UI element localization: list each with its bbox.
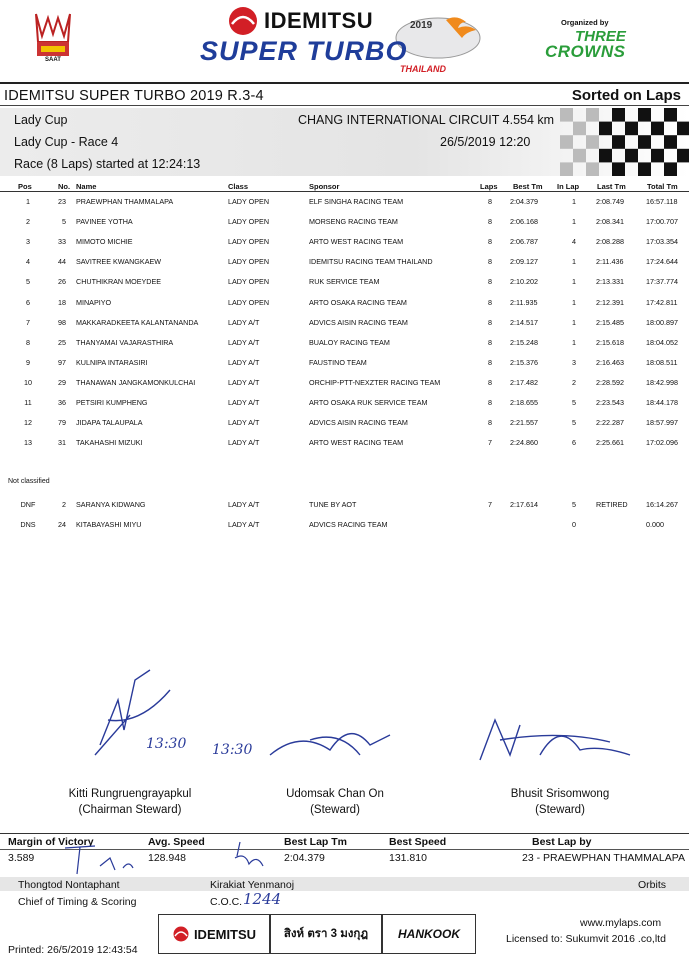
license: Licensed to: Sukumvit 2016 .co,ltd [506, 933, 666, 945]
cell-sponsor: ORCHIP-PTT-NEXZTER RACING TEAM [309, 377, 441, 387]
margin-of-victory-label: Margin of Victory [8, 836, 94, 848]
cell-name: KITABAYASHI MIYU [76, 519, 142, 529]
cell-sponsor: ADVICS RACING TEAM [309, 519, 388, 529]
cell-laps: 8 [488, 337, 492, 347]
table-row [0, 398, 689, 410]
cell-name: KULNIPA INTARASIRI [76, 357, 148, 367]
cell-pos: 10 [24, 377, 32, 387]
cell-total: 18:08.511 [646, 357, 678, 367]
column-header-divider [0, 191, 689, 192]
cell-no: 98 [58, 317, 66, 327]
cell-last: 2:12.391 [596, 297, 624, 307]
steward-3-name: Bhusit Srisomwong [510, 788, 610, 800]
cell-best: 2:15.376 [510, 357, 538, 367]
cell-total: 16:57.118 [646, 197, 678, 206]
col-pos: Pos [18, 182, 32, 191]
cell-sponsor: RUK SERVICE TEAM [309, 277, 380, 287]
table-row [0, 217, 689, 229]
cell-best: 2:17.614 [510, 500, 538, 509]
col-sponsor: Sponsor [309, 182, 340, 191]
table-row [0, 318, 689, 330]
cell-total: 17:03.354 [646, 237, 678, 247]
checker-square [586, 108, 599, 122]
checkered-flag-pattern [560, 108, 689, 176]
cell-best: 2:06.168 [510, 217, 538, 227]
steward-2-name: Udomsak Chan On [286, 788, 384, 800]
cell-laps: 8 [488, 257, 492, 267]
signature-2 [270, 734, 390, 755]
cell-laps: 8 [488, 237, 492, 247]
cell-inlap: 5 [572, 418, 576, 428]
checker-square [573, 149, 586, 163]
cell-cls: LADY A/T [228, 317, 260, 327]
cell-total: 18:44.178 [646, 398, 678, 407]
cell-no: 2 [62, 500, 66, 509]
table-row [0, 237, 689, 249]
sponsor-idemitsu-box [158, 914, 270, 954]
cell-last: 2:08.288 [596, 237, 624, 247]
cell-name: CHUTHIKRAN MOEYDEE [76, 277, 162, 287]
timing-chief-role: Chief of Timing & Scoring [18, 896, 137, 908]
cell-no: 24 [58, 519, 66, 529]
cell-total: 17:42.811 [646, 297, 678, 307]
cell-inlap: 1 [572, 337, 576, 347]
coc-label: C.O.C. [210, 896, 243, 908]
cell-no: 31 [58, 438, 66, 448]
table-row [0, 378, 689, 390]
cell-inlap: 1 [572, 197, 576, 206]
cell-inlap: 1 [572, 277, 576, 287]
cell-cls: LADY OPEN [228, 237, 270, 247]
checker-square [625, 149, 638, 163]
printed-time: Printed: 26/5/2019 12:43:54 [8, 944, 138, 956]
cell-no: 44 [58, 257, 66, 267]
cell-best: 2:21.557 [510, 418, 538, 428]
cell-cls: LADY A/T [228, 357, 260, 367]
cell-sponsor: ARTO OSAKA RUK SERVICE TEAM [309, 398, 428, 407]
cell-total: 17:37.774 [646, 277, 678, 287]
cell-pos: 4 [26, 257, 30, 267]
cell-pos: 7 [26, 317, 30, 327]
cell-inlap: 4 [572, 237, 576, 247]
checker-square [612, 135, 625, 149]
cell-cls: LADY A/T [228, 418, 260, 428]
cell-pos: 11 [24, 398, 32, 407]
cell-best: 2:24.860 [510, 438, 538, 448]
cell-last: RETIRED [596, 500, 628, 509]
summary-handwriting [55, 838, 285, 878]
coc-name: Kirakiat Yenmanoj [210, 879, 295, 891]
cell-last: 2:16.463 [596, 357, 624, 367]
cell-no: 26 [58, 277, 66, 287]
cell-no: 29 [58, 377, 66, 387]
col-class: Class [228, 182, 249, 191]
cell-inlap: 0 [572, 519, 576, 529]
cell-pos: 5 [26, 277, 30, 287]
cell-sponsor: ADVICS AISIN RACING TEAM [309, 418, 408, 428]
table-row [0, 338, 689, 350]
cell-last: 2:08.749 [596, 197, 624, 206]
best-lap-tm-value: 2:04.379 [284, 852, 325, 864]
cell-inlap: 3 [572, 357, 576, 367]
col-no: No. [58, 182, 71, 191]
col-laps: Laps [480, 182, 498, 191]
cell-cls: LADY A/T [228, 377, 260, 387]
cell-name: THANAWAN JANGKAMONKULCHAI [76, 377, 196, 387]
cell-sponsor: FAUSTINO TEAM [309, 357, 367, 367]
cell-total: 0.000 [646, 519, 664, 529]
sponsor-three-crowns-text: สิงห์ ตรา 3 มงกุฎ [283, 928, 369, 940]
idemitsu-super-turbo-logo [198, 4, 498, 76]
class-name: Lady Cup [14, 113, 68, 127]
cell-laps: 7 [488, 500, 492, 509]
steward-3-role: (Steward) [535, 804, 585, 816]
cell-sponsor: ARTO WEST RACING TEAM [309, 237, 404, 247]
checker-square [599, 122, 612, 136]
cell-cls: LADY OPEN [228, 217, 270, 227]
sponsor-hankook-box [382, 914, 476, 954]
table-row [0, 277, 689, 289]
table-row [0, 257, 689, 269]
cell-inlap: 1 [572, 217, 576, 227]
avg-speed-label: Avg. Speed [148, 836, 205, 848]
cell-best: 2:11.935 [510, 297, 538, 307]
logo-idemitsu-text: IDEMITSU [264, 8, 374, 33]
cell-name: SAVITREE KWANGKAEW [76, 257, 162, 267]
cell-laps: 8 [488, 217, 492, 227]
cell-best: 2:09.127 [510, 257, 538, 267]
cell-laps: 8 [488, 297, 492, 307]
table-row [0, 438, 689, 450]
signature-3 [480, 720, 630, 760]
race-name: Lady Cup - Race 4 [14, 135, 119, 149]
event-title: IDEMITSU SUPER TURBO 2019 R.3-4 [4, 88, 264, 104]
best-lap-tm-label: Best Lap Tm [284, 836, 348, 848]
checker-square [612, 162, 625, 176]
col-best-tm: Best Tm [513, 182, 543, 191]
checker-square [677, 122, 689, 136]
table-row [0, 520, 689, 532]
cell-best: 2:04.379 [510, 197, 538, 206]
cell-name: PAVINEE YOTHA [76, 217, 133, 227]
cell-best: 2:18.655 [510, 398, 538, 407]
sponsor-three-crowns-box [270, 914, 382, 954]
cell-last: 2:15.485 [596, 317, 624, 327]
cell-cls: LADY OPEN [228, 277, 270, 287]
cell-no: 36 [58, 398, 66, 407]
checker-square [560, 135, 573, 149]
cell-pos: 13 [24, 438, 32, 448]
cell-no: 33 [58, 237, 66, 247]
cell-last: 2:15.618 [596, 337, 624, 347]
cell-last: 2:11.436 [596, 257, 624, 267]
chairman-steward-role: (Chairman Steward) [78, 804, 182, 816]
signature-2-time: 13:30 [212, 742, 253, 758]
cell-sponsor: IDEMITSU RACING TEAM THAILAND [309, 257, 433, 267]
race-date: 26/5/2019 12:20 [440, 135, 531, 149]
chairman-steward-name: Kitti Rungruengrayapkul [68, 788, 192, 800]
cell-name: SARANYA KIDWANG [76, 500, 146, 509]
cell-last: 2:22.287 [596, 418, 624, 428]
table-row [0, 500, 689, 512]
col-in-lap: In Lap [557, 182, 580, 191]
cell-total: 17:24.644 [646, 257, 678, 267]
cell-laps: 8 [488, 197, 492, 206]
cell-pos: DNS [20, 519, 36, 529]
cell-name: MINAPIYO [76, 297, 112, 307]
cell-laps: 8 [488, 357, 492, 367]
cell-laps: 8 [488, 398, 492, 407]
checker-square [664, 162, 677, 176]
sponsor-hankook-text: HANKOOK [398, 927, 460, 941]
best-lap-by-label: Best Lap by [532, 836, 592, 848]
cell-cls: LADY OPEN [228, 197, 270, 206]
checker-square [664, 108, 677, 122]
saat-logo [28, 8, 78, 66]
cell-cls: LADY A/T [228, 500, 260, 509]
checker-square [638, 135, 651, 149]
col-name: Name [76, 182, 97, 191]
best-speed-label: Best Speed [389, 836, 447, 848]
cell-cls: LADY OPEN [228, 297, 270, 307]
cell-cls: LADY A/T [228, 398, 260, 407]
cell-pos: 12 [24, 418, 32, 428]
cell-pos: 8 [26, 337, 30, 347]
organized-by-label: Organized by [561, 18, 609, 27]
cell-total: 18:00.897 [646, 317, 678, 327]
signature-1-time: 13:30 [146, 736, 187, 752]
logo-thailand-text: THAILAND [400, 64, 446, 74]
cell-name: MIMOTO MICHIE [76, 237, 133, 247]
cell-last: 2:08.341 [596, 217, 624, 227]
cell-pos: 1 [26, 197, 30, 206]
cell-no: 23 [58, 197, 66, 206]
checker-square [573, 122, 586, 136]
not-classified-label: Not classified [8, 478, 50, 485]
cell-cls: LADY A/T [228, 519, 260, 529]
website: www.mylaps.com [580, 917, 662, 929]
cell-sponsor: BUALOY RACING TEAM [309, 337, 390, 347]
cell-last: 2:25.661 [596, 438, 624, 448]
cell-last: 2:28.592 [596, 377, 624, 387]
cell-no: 79 [58, 418, 66, 428]
checker-square [638, 162, 651, 176]
checker-square [638, 108, 651, 122]
cell-inlap: 6 [572, 438, 576, 448]
checker-square [586, 162, 599, 176]
race-start-info: Race (8 Laps) started at 12:24:13 [14, 157, 201, 171]
cell-laps: 8 [488, 377, 492, 387]
cell-total: 18:42.998 [646, 377, 678, 387]
cell-inlap: 1 [572, 257, 576, 267]
table-row [0, 197, 689, 209]
checker-square [677, 149, 689, 163]
cell-best: 2:14.517 [510, 317, 538, 327]
cell-no: 97 [58, 357, 66, 367]
col-last-tm: Last Tm [597, 182, 626, 191]
cell-sponsor: ARTO OSAKA RACING TEAM [309, 297, 407, 307]
cell-total: 18:04.052 [646, 337, 678, 347]
steward-2-role: (Steward) [310, 804, 360, 816]
cell-name: MAKKARADKEETA KALANTANANDA [76, 317, 199, 327]
cell-best: 2:10.202 [510, 277, 538, 287]
cell-name: PRAEWPHAN THAMMALAPA [76, 197, 174, 206]
checker-square [664, 135, 677, 149]
col-total-tm: Total Tm [647, 182, 678, 191]
cell-pos: 6 [26, 297, 30, 307]
checker-square [625, 122, 638, 136]
cell-last: 2:13.331 [596, 277, 624, 287]
logo-year: 2019 [410, 20, 433, 31]
organizer-line1: THREE [575, 28, 626, 45]
cell-inlap: 5 [572, 398, 576, 407]
table-row [0, 418, 689, 430]
checker-square [651, 122, 664, 136]
cell-cls: LADY A/T [228, 438, 260, 448]
cell-pos: 9 [26, 357, 30, 367]
organizer-line2: CROWNS [545, 42, 626, 61]
cell-laps: 8 [488, 418, 492, 428]
three-crowns-logo [545, 18, 665, 62]
cell-inlap: 2 [572, 377, 576, 387]
saat-logo-text: SAAT [45, 57, 61, 63]
summary-divider [0, 833, 689, 834]
cell-laps: 7 [488, 438, 492, 448]
cell-cls: LADY A/T [228, 337, 260, 347]
cell-total: 17:00.707 [646, 217, 678, 227]
coc-number: 1244 [243, 890, 282, 908]
checker-square [651, 149, 664, 163]
checker-square [560, 162, 573, 176]
cell-inlap: 1 [572, 297, 576, 307]
cell-name: JIDAPA TALAUPALA [76, 418, 143, 428]
title-divider [0, 105, 689, 106]
cell-total: 16:14.267 [646, 500, 678, 509]
cell-sponsor: ADVICS AISIN RACING TEAM [309, 317, 408, 327]
cell-sponsor: TUNE BY AOT [309, 500, 357, 509]
cell-pos: DNF [20, 500, 36, 509]
cell-inlap: 1 [572, 317, 576, 327]
logo-super-turbo-text: SUPER TURBO [200, 36, 408, 66]
cell-best: 2:17.482 [510, 377, 538, 387]
margin-of-victory-value: 3.589 [8, 852, 35, 864]
cell-name: THANYAMAI VAJARASTHIRA [76, 337, 174, 347]
cell-no: 5 [62, 217, 66, 227]
cell-total: 17:02.096 [646, 438, 678, 448]
cell-best: 2:06.787 [510, 237, 538, 247]
cell-pos: 3 [26, 237, 30, 247]
timing-chief-name: Thongtod Nontaphant [18, 879, 120, 891]
cell-total: 18:57.997 [646, 418, 678, 428]
best-lap-by-value: 23 - PRAEWPHAN THAMMALAPA [522, 852, 685, 864]
cell-no: 25 [58, 337, 66, 347]
cell-laps: 8 [488, 317, 492, 327]
cell-cls: LADY OPEN [228, 257, 270, 267]
cell-sponsor: ARTO WEST RACING TEAM [309, 438, 404, 448]
checker-square [586, 135, 599, 149]
cell-name: PETSIRI KUMPHENG [76, 398, 148, 407]
sponsor-idemitsu-text: IDEMITSU [193, 926, 257, 942]
table-row [0, 298, 689, 310]
cell-sponsor: MORSENG RACING TEAM [309, 217, 398, 227]
cell-name: TAKAHASHI MIZUKI [76, 438, 143, 448]
cell-pos: 2 [26, 217, 30, 227]
cell-last: 2:23.543 [596, 398, 624, 407]
cell-no: 18 [58, 297, 66, 307]
signature-scribbles [0, 660, 689, 780]
avg-speed-value: 128.948 [148, 852, 186, 864]
checker-square [612, 108, 625, 122]
orbits-label: Orbits [638, 879, 667, 891]
checker-square [560, 108, 573, 122]
cell-inlap: 5 [572, 500, 576, 509]
cell-best: 2:15.248 [510, 337, 538, 347]
best-speed-value: 131.810 [389, 852, 427, 864]
circuit-name: CHANG INTERNATIONAL CIRCUIT 4.554 km [298, 113, 555, 127]
cell-sponsor: ELF SINGHA RACING TEAM [309, 197, 404, 206]
idemitsu-mark-icon [172, 926, 190, 942]
header-divider [0, 82, 689, 84]
checker-square [599, 149, 612, 163]
sort-label: Sorted on Laps [571, 87, 681, 104]
table-row [0, 358, 689, 370]
cell-laps: 8 [488, 277, 492, 287]
